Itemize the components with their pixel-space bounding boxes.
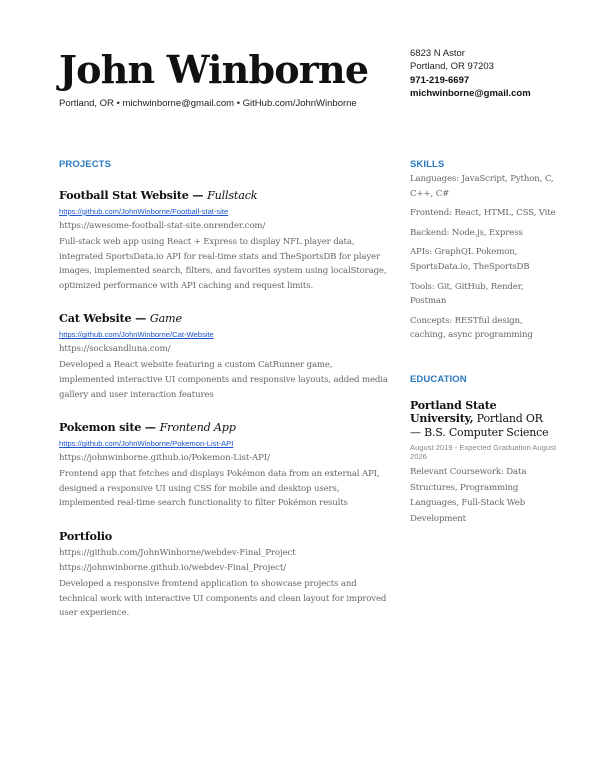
education-dates: August 2019 - Expected Graduation August 2026	[410, 443, 557, 462]
project-description: Developed a React website featuring a custom CatRunner game, implemented interactive UI components and responsive layouts, added media gallery and user interaction features	[59, 360, 388, 400]
coursework: Relevant Coursework: Data Structures, Programming Languages, Full-Stack Web Development	[410, 467, 527, 524]
github-link[interactable]: https://github.com/JohnWinborne/Football-stat-site	[59, 207, 229, 216]
project-item	[59, 310, 389, 402]
project-name: Pokemon site	[59, 420, 142, 435]
project-description: Developed a responsive frontend application to showcase projects and technical work with interactive UI components and clean layout for improved user experience.	[59, 578, 387, 619]
project-name: Cat Website	[59, 311, 132, 326]
header-subline: Portland, OR • michwinborne@gmail.com • GitHub.com/JohnWinborne	[59, 98, 357, 109]
skill-item: Languages: JavaScript, Python, C, C++, C#	[410, 174, 554, 199]
skill-item: Concepts: RESTful design, caching, async programming	[410, 315, 533, 341]
project-name: Portfolio	[59, 528, 113, 543]
contact-city: Portland, OR 97203	[410, 61, 494, 73]
github-link[interactable]: https://github.com/JohnWinborne/Cat-Website	[59, 330, 214, 340]
title-separator: —	[141, 420, 160, 435]
skill-item: Frontend: React, HTML, CSS, Vite	[410, 208, 556, 219]
project-item	[59, 528, 389, 621]
project-title	[59, 528, 389, 544]
contact-street: 6823 N Astor	[410, 48, 465, 59]
contact-phone: 971-219-6697	[410, 74, 470, 86]
project-title	[59, 187, 389, 204]
skills-heading: SKILLS	[410, 159, 445, 170]
site-url: https://socksandluna.com/	[59, 344, 171, 355]
project-item	[59, 419, 389, 511]
project-description: Full-stack web app using React + Express to display NFL player data, integrated SportsData.io API for real-time stats and TheSportsDB for player images, implemented search, filters, and favorites system using localStorage, optimized performance with API caching and request limits.	[59, 237, 387, 291]
education-heading: EDUCATION	[410, 373, 467, 385]
skill-item: APIs: GraphQL Pokemon, SportsData.io, TheSportsDB	[410, 247, 530, 272]
project-name: Football Stat Website	[59, 188, 189, 202]
school-entry	[410, 399, 560, 440]
skills-list	[410, 172, 560, 343]
school-name: Portland State University,	[410, 398, 497, 426]
site-url: https://johnwinborne.github.io/Pokemon-List-API/	[59, 453, 270, 464]
contact-block	[410, 47, 531, 100]
project-title	[59, 419, 389, 436]
degree: — B.S. Computer Science	[410, 425, 549, 439]
school-location: Portland OR	[473, 412, 543, 426]
projects-section	[59, 159, 389, 621]
site-url: https://awesome-football-stat-site.onrender.com/	[59, 221, 266, 231]
github-url: https://github.com/JohnWinborne/webdev-Final_Project	[59, 547, 296, 558]
project-role: Fullstack	[207, 189, 258, 202]
skill-item: Tools: Git, GitHub, Render, Postman	[410, 281, 524, 307]
sidebar	[410, 159, 560, 527]
project-role: Frontend App	[159, 421, 236, 435]
project-item	[59, 187, 389, 293]
skill-item: Backend: Node.js, Express	[410, 227, 523, 238]
github-link[interactable]: https://github.com/JohnWinborne/Pokemon-List-API	[59, 439, 234, 449]
resume-name: John Winborne	[59, 47, 369, 92]
project-description: Frontend app that fetches and displays Pokémon data from an external API, designed a responsive UI using CSS for mobile and desktop users, implemented real-time search functionality to filter Pokémon results	[59, 469, 380, 509]
contact-email: michwinborne@gmail.com	[410, 87, 531, 99]
project-role: Game	[149, 312, 182, 326]
title-separator: —	[188, 188, 208, 202]
title-separator: —	[131, 311, 150, 326]
project-title	[59, 310, 389, 327]
projects-heading: PROJECTS	[59, 159, 112, 170]
site-url: https://johnwinborne.github.io/webdev-Final_Project/	[59, 562, 287, 573]
